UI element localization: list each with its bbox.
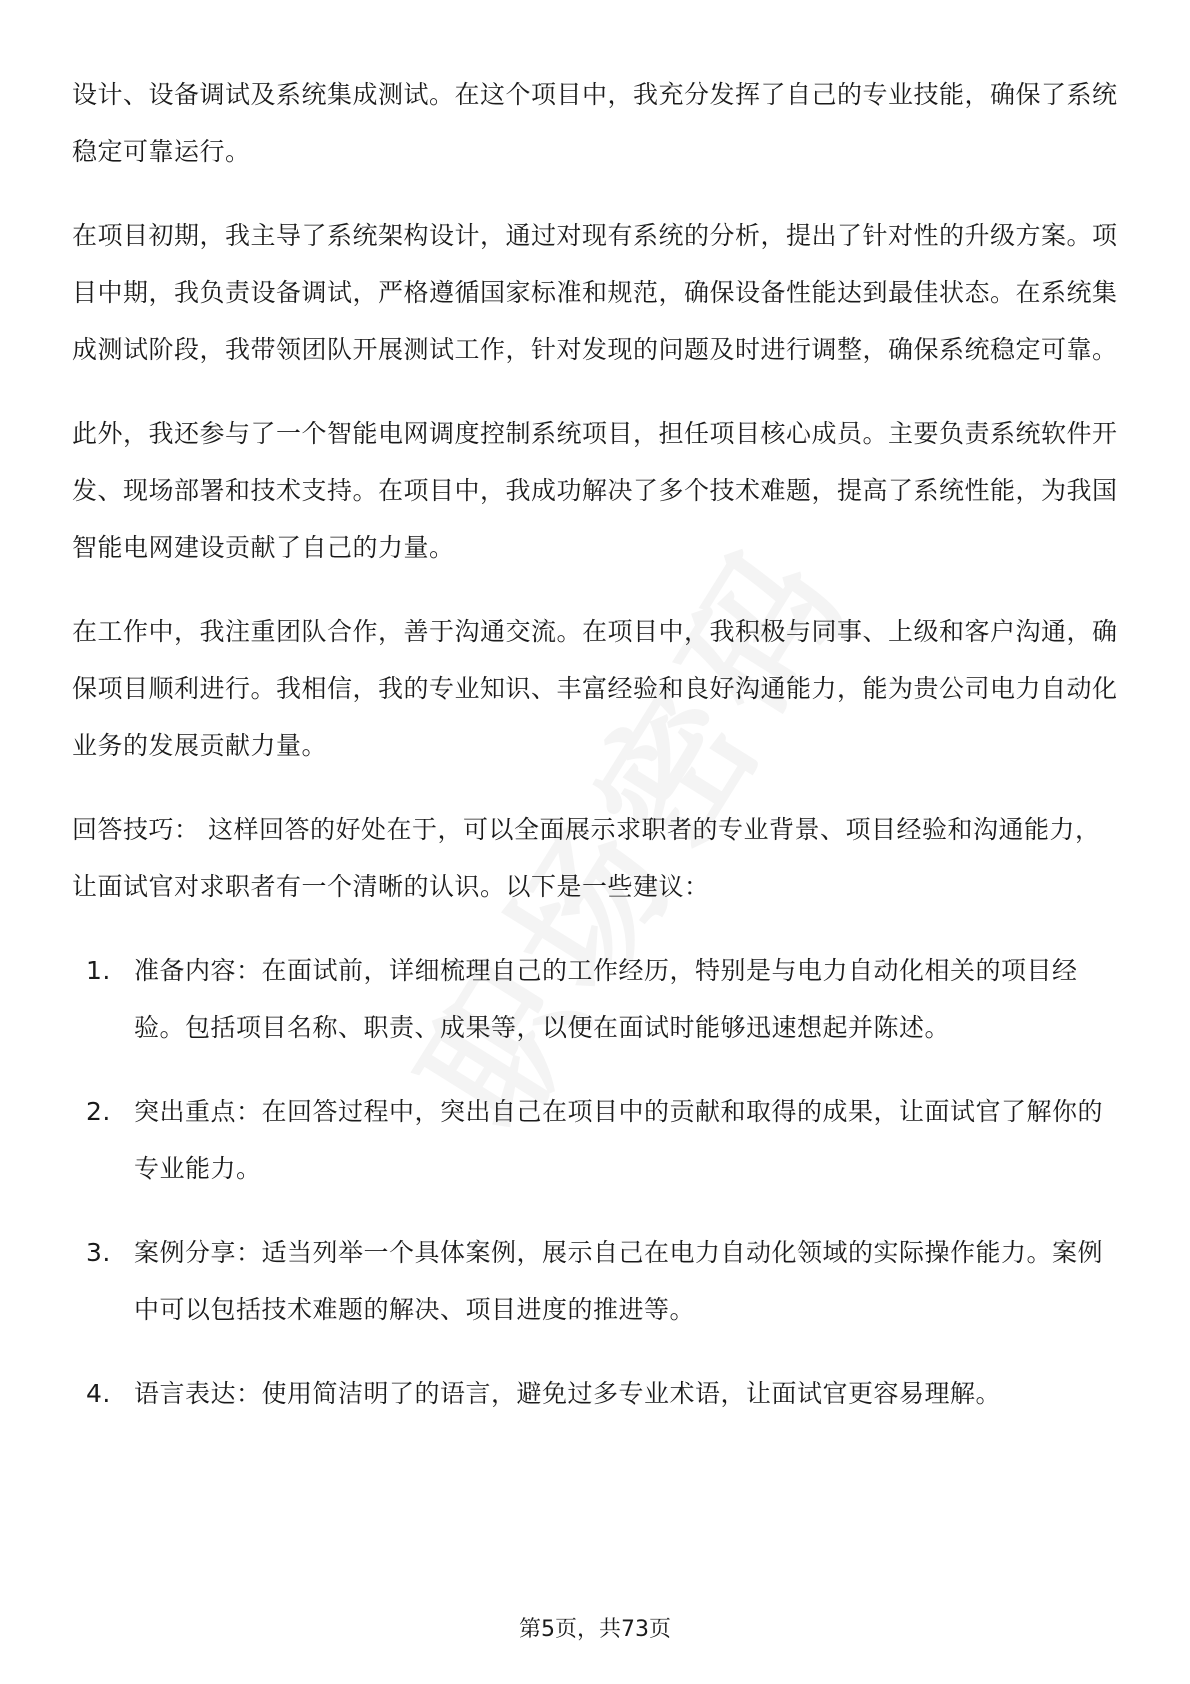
- paragraph: 在工作中，我注重团队合作，善于沟通交流。在项目中，我积极与同事、上级和客户沟通，确保项目顺利进行。我相信，我的专业知识、丰富经验和良好沟通能力，能为贵公司电力自动化业务的发展贡献力量。: [72, 617, 1118, 760]
- list-text: 准备内容：在面试前，详细梳理自己的工作经历，特别是与电力自动化相关的项目经验。包括项目名称、职责、成果等，以便在面试时能够迅速想起并陈述。: [134, 956, 1078, 1042]
- answer-tips-paragraph: 回答技巧： 这样回答的好处在于，可以全面展示求职者的专业背景、项目经验和沟通能力，让面试官对求职者有一个清晰的认识。以下是一些建议：: [72, 815, 1101, 901]
- page-number: 第5页，共73页: [519, 1617, 671, 1642]
- list-text: 突出重点：在回答过程中，突出自己在项目中的贡献和取得的成果，让面试官了解你的专业能力。: [134, 1097, 1104, 1183]
- list-number: 2.: [86, 1097, 111, 1126]
- list-item: [72, 942, 1122, 1056]
- list-number: 1.: [86, 956, 111, 985]
- paragraph: 设计、设备调试及系统集成测试。在这个项目中，我充分发挥了自己的专业技能，确保了系统稳定可靠运行。: [72, 80, 1118, 166]
- list-item: [72, 1365, 1122, 1422]
- document-body: [72, 70, 1122, 1449]
- list-text: 案例分享：适当列举一个具体案例，展示自己在电力自动化领域的实际操作能力。案例中可以包括技术难题的解决、项目进度的推进等。: [134, 1238, 1104, 1324]
- list-item: [72, 1083, 1122, 1197]
- tips-list: [72, 942, 1122, 1422]
- list-number: 4.: [86, 1379, 111, 1408]
- paragraph: 此外，我还参与了一个智能电网调度控制系统项目，担任项目核心成员。主要负责系统软件开发、现场部署和技术支持。在项目中，我成功解决了多个技术难题，提高了系统性能，为我国智能电网建设贡献了自己的力量。: [72, 419, 1118, 562]
- list-text: 语言表达：使用简洁明了的语言，避免过多专业术语，让面试官更容易理解。: [134, 1379, 1002, 1408]
- paragraph: 在项目初期，我主导了系统架构设计，通过对现有系统的分析，提出了针对性的升级方案。项目中期，我负责设备调试，严格遵循国家标准和规范，确保设备性能达到最佳状态。在系统集成测试阶段，我带领团队开展测试工作，针对发现的问题及时进行调整，确保系统稳定可靠。: [72, 221, 1118, 364]
- list-number: 3.: [86, 1238, 111, 1267]
- list-item: [72, 1224, 1122, 1338]
